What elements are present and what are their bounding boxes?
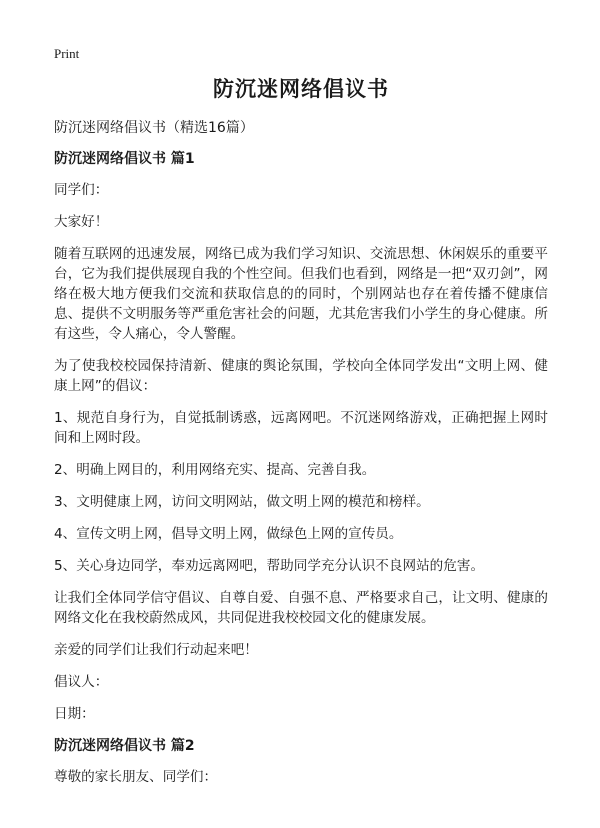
intro-paragraph: 随着互联网的迅速发展，网络已成为我们学习知识、交流思想、休闲娱乐的重要平台，它为我们提供展现自我的个性空间。但我们也看到，网络是一把“双刃剑”，网络在极大地方便我们交流和获取信息的的同时，个别网站也存在着传播不健康信息、提供不文明服务等严重危害社会的问题，尤其危害我们小学生的身心健康。所有这些，令人痛心，令人警醒。	[54, 246, 548, 342]
closing-paragraph: 让我们全体同学信守倡议、自尊自爱、自强不息、严格要求自己，让文明、健康的网络文化在我校蔚然成风，共同促进我校校园文化的健康发展。	[54, 590, 548, 626]
section-2-heading: 防沉迷网络倡议书 篇2	[54, 738, 195, 754]
document-title: 防沉迷网络倡议书	[213, 77, 389, 101]
proposal-item-3: 3、文明健康上网，访问文明网站，做文明上网的模范和榜样。	[54, 494, 430, 510]
proposal-item-5: 5、关心身边同学，奉劝远离网吧，帮助同学充分认识不良网站的危害。	[54, 558, 485, 574]
print-label: Print	[54, 46, 80, 61]
proposal-paragraph: 为了使我校校园保持清新、健康的舆论氛围，学校向全体同学发出“文明上网、健康上网”的倡议：	[54, 358, 548, 394]
salutation: 大家好！	[54, 214, 109, 230]
initiator-label: 倡议人：	[54, 674, 109, 690]
date-label: 日期：	[54, 706, 95, 722]
call-to-action: 亲爱的同学们让我们行动起来吧！	[54, 642, 258, 658]
greeting: 同学们：	[54, 182, 109, 198]
proposal-item-1: 1、规范自身行为，自觉抵制诱惑，远离网吧。不沉迷网络游戏，正确把握上网时间和上网时段。	[54, 410, 548, 446]
proposal-item-4: 4、宣传文明上网，倡导文明上网，做绿色上网的宣传员。	[54, 526, 403, 542]
section-1-heading: 防沉迷网络倡议书 篇1	[54, 151, 195, 167]
proposal-item-2: 2、明确上网目的，利用网络充实、提高、完善自我。	[54, 462, 376, 478]
document-subtitle: 防沉迷网络倡议书（精选16篇）	[54, 120, 254, 136]
section-2-greeting: 尊敬的家长朋友、同学们：	[54, 769, 218, 785]
